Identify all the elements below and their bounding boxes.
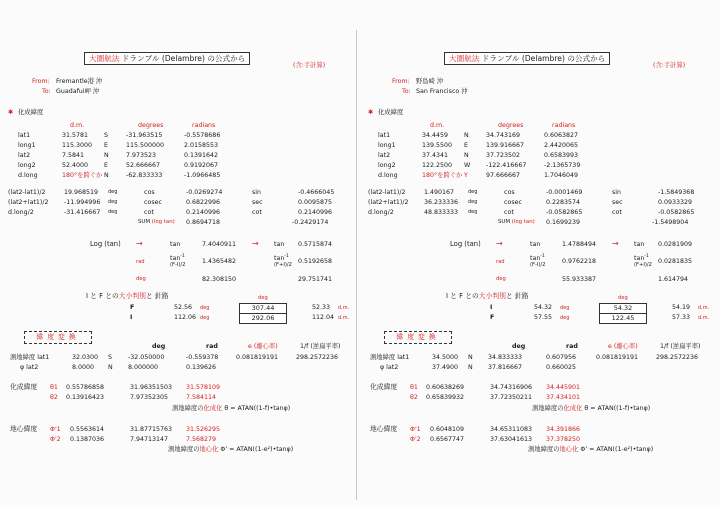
row-deg: 139.916667	[486, 142, 525, 149]
deg-label: deg	[136, 276, 146, 282]
row-label: lat2	[378, 152, 391, 159]
row-label: long2	[18, 162, 36, 169]
log-tan-label: Log (tan)	[90, 240, 121, 248]
to-value: San Francisco 沖	[416, 88, 468, 95]
row-dm: 180°を跨ぐか	[62, 172, 103, 179]
red-val: 34.445901	[546, 384, 581, 391]
reduced-latitude-label: 化成緯度	[10, 383, 38, 391]
col-radians: radians	[552, 122, 576, 129]
geo-dm: 34.5000	[432, 354, 459, 361]
course-result: 292.06	[239, 313, 287, 324]
course-heading: I と F との大小判別と 針路	[86, 292, 169, 300]
row-dir: S	[104, 132, 108, 139]
row-dm: 180°を跨ぐか	[422, 172, 463, 179]
reduced-latitude-label: 化成緯度	[370, 383, 398, 391]
geo-rad: 0.660025	[546, 364, 577, 371]
trig-res2: 0.0095875	[298, 199, 333, 206]
row-dir: N	[104, 152, 109, 159]
col-dm: d.m.	[70, 122, 85, 129]
course-unit: deg	[560, 315, 570, 321]
trig-fn1: cosec	[144, 199, 162, 206]
geo-deg: 8.000000	[128, 364, 159, 371]
course-dm: 57.33	[672, 314, 691, 321]
trig-value: -11.994996	[64, 199, 101, 206]
inv-value-1: 1.4365482	[202, 258, 237, 265]
trig-unit: deg	[468, 189, 478, 195]
geo-f: 298.2572236	[296, 354, 339, 361]
deg-value-2: 1.614794	[658, 276, 689, 283]
geoc-rad: 0.5563614	[70, 426, 105, 433]
tan-value-2: 0.0281909	[658, 241, 693, 248]
course-dm-unit: d.m.	[698, 305, 710, 311]
geoc-rad: 0.6048109	[430, 426, 465, 433]
row-label: lat2	[18, 152, 31, 159]
red-sym: θ2	[50, 394, 58, 401]
col-degrees: degrees	[498, 122, 524, 129]
rad-label: rad	[136, 259, 145, 265]
row-deg: 97.666667	[486, 172, 521, 179]
trig-unit: deg	[108, 199, 118, 205]
tan-value-1: 7.4040911	[202, 241, 237, 248]
course-key: F	[130, 304, 135, 311]
row-deg: 7.973523	[126, 152, 157, 159]
course-heading: I と F との大小判別と 針路	[446, 292, 529, 300]
course-result: 54.32	[599, 303, 647, 314]
geo-dir: N	[468, 354, 473, 361]
row-label: lat1	[378, 132, 391, 139]
worksheet-title: 大圏航法 ドランブル (Delambre) の公式から	[444, 52, 610, 65]
row-label: d.long	[18, 172, 38, 179]
trig-label: (lat2+lat1)/2	[368, 199, 409, 206]
fl-label: (F-I)/2	[170, 262, 186, 268]
trig-fn1: cot	[144, 209, 154, 216]
trig-res1: 0.2283574	[546, 199, 581, 206]
course-key: F	[490, 314, 495, 321]
bullet-icon: ✱	[368, 109, 374, 116]
red-sym: θ2	[410, 394, 418, 401]
h-rad: rad	[206, 343, 218, 350]
h-deg: deg	[512, 343, 526, 350]
arrow-icon: →	[496, 239, 503, 248]
row-rad: 2.4420065	[544, 142, 579, 149]
row-rad: 0.1391642	[184, 152, 219, 159]
geoc-sym: Φ'1	[50, 426, 61, 433]
geo-dm: 37.4900	[432, 364, 459, 371]
trig-res1: 0.2140996	[186, 209, 221, 216]
row-label: long2	[378, 162, 396, 169]
tan-inv-label: $\tan^{-1}$	[530, 254, 545, 263]
geoc-deg: 31.87715763	[130, 426, 173, 433]
geo-dir: N	[468, 364, 473, 371]
from-value: Fremantle港 沖	[56, 78, 103, 85]
red-rad: 0.55786858	[66, 384, 105, 391]
geocentric-latitude-label: 地心緯度	[370, 425, 398, 433]
trig-label: (lat2-lat1)/2	[368, 189, 406, 196]
arrow-icon: →	[136, 239, 143, 248]
geoc-deg: 37.63041613	[490, 436, 533, 443]
trig-res2: -0.0582865	[658, 209, 695, 216]
geo-f: 298.2572236	[656, 354, 699, 361]
geo-rad: 0.139626	[186, 364, 217, 371]
row-dm: 31.5781	[62, 132, 89, 139]
trig-res2: 0.0933329	[658, 199, 693, 206]
section-heading: 化成緯度	[378, 109, 404, 116]
geoc-val: 31.526295	[186, 426, 221, 433]
red-sym: θ1	[50, 384, 58, 391]
arrow-icon: →	[252, 239, 259, 248]
trig-unit: deg	[468, 199, 478, 205]
trig-fn1: cot	[504, 209, 514, 216]
from-value: 野島崎 沖	[416, 78, 444, 85]
h-deg: deg	[152, 343, 166, 350]
row-rad: 0.6063827	[544, 132, 579, 139]
row-dm: 7.5841	[62, 152, 85, 159]
row-rad: -0.5578686	[184, 132, 221, 139]
fl-label: (F+I)/2	[634, 262, 652, 268]
h-f: 1/f (逆扁平率)	[300, 343, 341, 350]
course-value: 54.32	[534, 304, 553, 311]
row-rad: -1.0966485	[184, 172, 221, 179]
red-deg: 7.97352305	[130, 394, 169, 401]
trig-label: (lat2-lat1)/2	[8, 189, 46, 196]
course-result: 307.44	[239, 303, 287, 314]
course-dm: 112.04	[312, 314, 335, 321]
geo-deg: 37.816667	[488, 364, 523, 371]
trig-fn2: sec	[252, 199, 263, 206]
rad-label: rad	[496, 259, 505, 265]
tan-value-2: 0.5715874	[298, 241, 333, 248]
red-deg: 31.96351503	[130, 384, 173, 391]
trig-unit: deg	[108, 189, 118, 195]
col-dm: d.m.	[430, 122, 445, 129]
row-dm: 122.2500	[422, 162, 453, 169]
trig-res1: -0.0269274	[186, 189, 223, 196]
course-result: 122.45	[599, 313, 647, 324]
geoc-val: 37.378250	[546, 436, 581, 443]
red-val: 31.578109	[186, 384, 221, 391]
formula-reduced: 測地緯度の化成化 θ = ATAN((1-f)•tanφ)	[532, 405, 651, 412]
row-dir: Y	[464, 172, 468, 179]
geo-dm: 32.0300	[72, 354, 99, 361]
row-dir: N	[464, 132, 469, 139]
row-dm: 34.4459	[422, 132, 449, 139]
formula-reduced: 測地緯度の化成化 θ = ATAN((1-f)•tanφ)	[172, 405, 291, 412]
row-rad: 2.0158553	[184, 142, 219, 149]
method-tag: (含:手計算)	[653, 62, 686, 69]
row-label: long1	[18, 142, 36, 149]
latitude-conversion-heading: 緯度変換	[384, 331, 452, 344]
section-heading: 化成緯度	[18, 109, 44, 116]
geoc-val: 7.568279	[186, 436, 217, 443]
sum-label: SUM (log tan)	[498, 219, 535, 225]
row-dm: 115.3000	[62, 142, 93, 149]
tan-label: tan	[274, 241, 285, 248]
geo-rad: 0.607956	[546, 354, 577, 361]
red-sym: θ1	[410, 384, 418, 391]
tan-label: tan	[530, 241, 541, 248]
row-deg: 115.500000	[126, 142, 165, 149]
row-label: long1	[378, 142, 396, 149]
trig-value: -31.416667	[64, 209, 101, 216]
to-value: Guadafui岬 沖	[56, 88, 100, 95]
geo-label: φ lat2	[380, 364, 399, 371]
row-dir: W	[464, 162, 471, 169]
row-rad: -2.1365739	[544, 162, 581, 169]
trig-fn2: cot	[612, 209, 622, 216]
row-rad: 0.9192067	[184, 162, 219, 169]
row-dm: 52.4000	[62, 162, 89, 169]
trig-value: 1.490167	[424, 189, 455, 196]
trig-value: 19.968519	[64, 189, 99, 196]
inv-value-2: 0.5192658	[298, 258, 333, 265]
geo-dir: N	[108, 364, 113, 371]
row-deg: -122.416667	[486, 162, 527, 169]
trig-unit: deg	[108, 209, 118, 215]
geo-e: 0.081819191	[596, 354, 639, 361]
sum-value-1: 0.1699239	[546, 219, 581, 226]
geoc-deg: 34.65311083	[490, 426, 533, 433]
deg-value-2: 29.751741	[298, 276, 333, 283]
geo-e: 0.081819191	[236, 354, 279, 361]
worksheet-right	[366, 0, 718, 507]
formula-geocentric: 測地緯度の地心化 Φ' = ATAN((1-e²)•tanφ)	[168, 446, 294, 453]
red-rad: 0.65839932	[426, 394, 465, 401]
row-dir: N	[104, 172, 109, 179]
tan-inv-label: $\tan^{-1}$	[634, 254, 649, 263]
course-key: I	[490, 304, 493, 311]
geocentric-latitude-label: 地心緯度	[10, 425, 38, 433]
trig-fn2: sin	[612, 189, 622, 196]
from-label: From:	[392, 78, 410, 85]
course-dm: 52.33	[312, 304, 331, 311]
geo-label: 測地緯度 lat1	[10, 354, 50, 361]
row-rad: 0.6583993	[544, 152, 579, 159]
h-e: e (離心率)	[608, 343, 638, 350]
tan-value-1: 1.4788494	[562, 241, 597, 248]
trig-fn2: cot	[252, 209, 262, 216]
sum-value-2: -1.5498904	[652, 219, 689, 226]
trig-fn1: cosec	[504, 199, 522, 206]
trig-value: 36.233336	[424, 199, 459, 206]
trig-unit: deg	[468, 209, 478, 215]
row-dir: E	[464, 142, 468, 149]
geoc-sym: Φ'1	[410, 426, 421, 433]
sum-value-2: -0.2429174	[292, 219, 329, 226]
course-value: 57.55	[534, 314, 553, 321]
inv-value-2: 0.0281835	[658, 258, 693, 265]
formula-geocentric: 測地緯度の地心化 Φ' = ATAN((1-e²)•tanφ)	[528, 446, 654, 453]
row-dir: N	[464, 152, 469, 159]
col-radians: radians	[192, 122, 216, 129]
row-dir: E	[104, 142, 108, 149]
trig-fn2: sec	[612, 199, 623, 206]
trig-value: 48.833333	[424, 209, 459, 216]
trig-fn1: cos	[504, 189, 515, 196]
worksheet-left	[6, 0, 358, 507]
course-dm-unit: d.m.	[698, 315, 710, 321]
geoc-sym: Φ'2	[410, 436, 421, 443]
h-f: 1/f (逆扁平率)	[660, 343, 701, 350]
trig-label: d.long/2	[8, 209, 34, 216]
geo-dir: S	[108, 354, 112, 361]
geoc-rad: 0.6567747	[430, 436, 465, 443]
course-dm-unit: d.m.	[338, 315, 350, 321]
tan-label: tan	[634, 241, 645, 248]
red-rad: 0.13916423	[66, 394, 105, 401]
fl-label: (F-I)/2	[530, 262, 546, 268]
trig-res1: 0.6822996	[186, 199, 221, 206]
tan-inv-label: $\tan^{-1}$	[170, 254, 185, 263]
h-rad: rad	[566, 343, 578, 350]
course-dm-unit: d.m.	[338, 305, 350, 311]
deg-value-1: 82.308150	[202, 276, 237, 283]
course-value: 52.56	[174, 304, 193, 311]
row-label: d.long	[378, 172, 398, 179]
row-deg: -31.963515	[126, 132, 163, 139]
geoc-deg: 7.94713147	[130, 436, 169, 443]
from-label: From:	[32, 78, 50, 85]
geoc-val: 34.391866	[546, 426, 581, 433]
course-deg-header: deg	[258, 295, 268, 301]
row-dm: 139.5500	[422, 142, 453, 149]
deg-value-1: 55.933387	[562, 276, 597, 283]
course-key: I	[130, 314, 133, 321]
red-val: 37.434101	[546, 394, 581, 401]
course-dm: 54.19	[672, 304, 691, 311]
trig-res2: -1.5849368	[658, 189, 695, 196]
tan-label: tan	[170, 241, 181, 248]
log-tan-label: Log (tan)	[450, 240, 481, 248]
geo-deg: -32.050000	[128, 354, 165, 361]
red-val: 7.584114	[186, 394, 217, 401]
row-dir: E	[104, 162, 108, 169]
h-e: e (離心率)	[248, 343, 278, 350]
col-degrees: degrees	[138, 122, 164, 129]
deg-label: deg	[496, 276, 506, 282]
trig-res1: -0.0001469	[546, 189, 583, 196]
inv-value-1: 0.9762218	[562, 258, 597, 265]
geo-dm: 8.0000	[72, 364, 95, 371]
method-tag: (含:手計算)	[293, 62, 326, 69]
arrow-icon: →	[612, 239, 619, 248]
row-deg: 34.743169	[486, 132, 521, 139]
course-value: 112.06	[174, 314, 197, 321]
tan-inv-label: $\tan^{-1}$	[274, 254, 289, 263]
trig-fn2: sin	[252, 189, 262, 196]
geo-rad: -0.559378	[186, 354, 219, 361]
course-unit: deg	[200, 305, 210, 311]
course-unit: deg	[560, 305, 570, 311]
to-label: To:	[42, 88, 51, 95]
trig-label: d.long/2	[368, 209, 394, 216]
geoc-rad: 0.1387036	[70, 436, 105, 443]
geo-deg: 34.833333	[488, 354, 523, 361]
trig-res1: -0.0582865	[546, 209, 583, 216]
sum-label: SUM (log tan)	[138, 219, 175, 225]
row-rad: 1.7046049	[544, 172, 579, 179]
geo-label: φ lat2	[20, 364, 39, 371]
latitude-conversion-heading: 緯度変換	[24, 331, 92, 344]
trig-res2: -0.4666045	[298, 189, 335, 196]
worksheet-title: 大圏航法 ドランブル (Delambre) の公式から	[84, 52, 250, 65]
row-deg: 52.666667	[126, 162, 161, 169]
to-label: To:	[402, 88, 411, 95]
row-dm: 37.4341	[422, 152, 449, 159]
course-deg-header: deg	[618, 295, 628, 301]
trig-res2: 0.2140996	[298, 209, 333, 216]
red-deg: 34.74316906	[490, 384, 533, 391]
course-unit: deg	[200, 315, 210, 321]
row-deg: 37.723502	[486, 152, 521, 159]
trig-label: (lat2+lat1)/2	[8, 199, 49, 206]
red-rad: 0.60638269	[426, 384, 465, 391]
geo-label: 測地緯度 lat1	[370, 354, 410, 361]
row-deg: -62.833333	[126, 172, 163, 179]
red-deg: 37.72350211	[490, 394, 533, 401]
trig-fn1: cos	[144, 189, 155, 196]
bullet-icon: ✱	[8, 109, 14, 116]
geoc-sym: Φ'2	[50, 436, 61, 443]
fl-label: (F+I)/2	[274, 262, 292, 268]
row-label: lat1	[18, 132, 31, 139]
sum-value-1: 0.8694718	[186, 219, 221, 226]
